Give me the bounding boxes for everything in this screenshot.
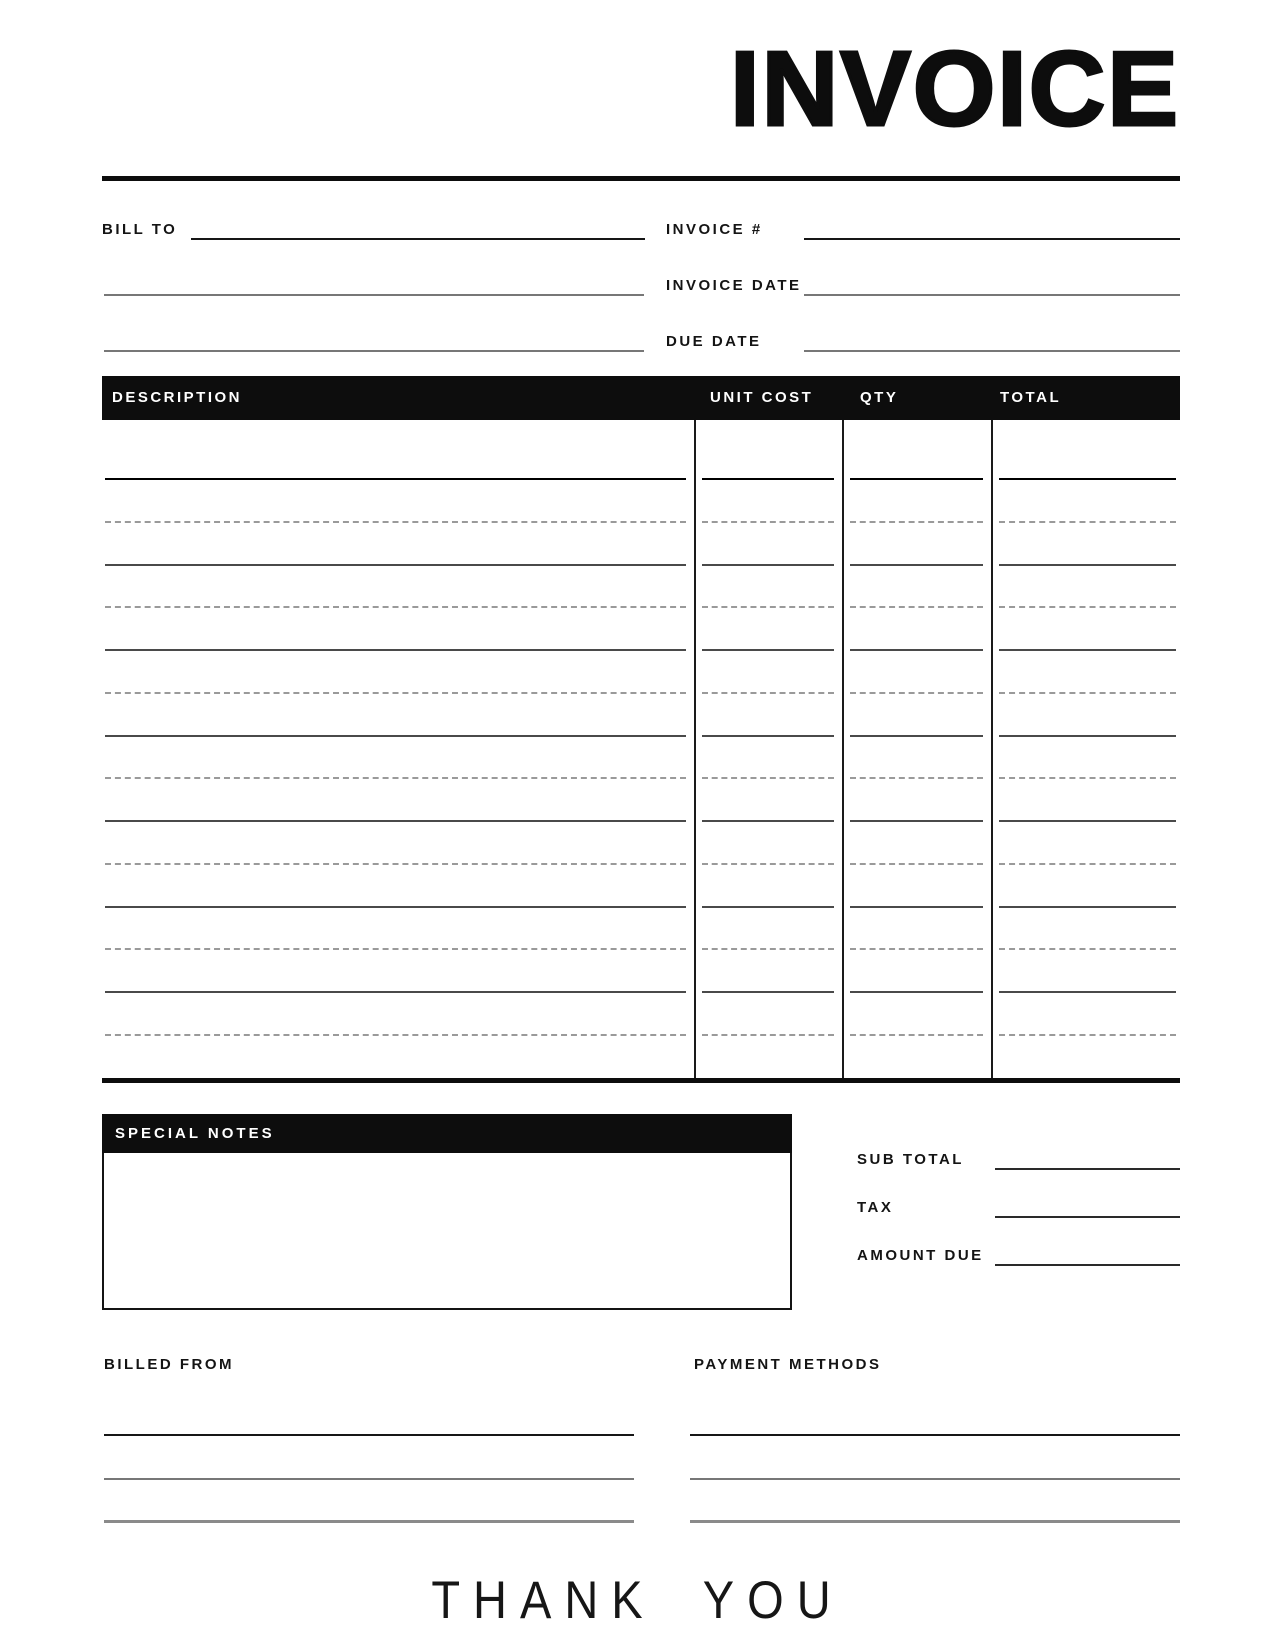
table-cell-unit-cost[interactable] [702, 478, 834, 480]
table-cell-qty[interactable] [850, 1034, 983, 1036]
special-notes-header [102, 1114, 792, 1153]
special-notes-label: SPECIAL NOTES [115, 1125, 275, 1142]
due-date-row [666, 322, 1180, 352]
table-cell-description[interactable] [105, 777, 686, 779]
table-cell-description[interactable] [105, 606, 686, 608]
table-cell-qty[interactable] [850, 478, 983, 480]
table-cell-total[interactable] [999, 735, 1176, 737]
payment-methods-field-line-3[interactable] [690, 1520, 1180, 1523]
page-title: INVOICE [730, 30, 1180, 148]
table-cell-unit-cost[interactable] [702, 863, 834, 865]
table-cell-qty[interactable] [850, 521, 983, 523]
table-cell-unit-cost[interactable] [702, 735, 834, 737]
amount-due-label: AMOUNT DUE [857, 1247, 984, 1264]
table-cell-qty[interactable] [850, 991, 983, 993]
column-divider-3 [991, 420, 993, 1078]
amount-due-field-line[interactable] [995, 1238, 1180, 1266]
table-cell-total[interactable] [999, 906, 1176, 908]
table-cell-unit-cost[interactable] [702, 777, 834, 779]
column-header-total: TOTAL [1000, 389, 1062, 406]
due-date-field-line[interactable] [804, 320, 1180, 352]
table-body [102, 420, 1180, 1078]
invoice-number-label: INVOICE # [666, 221, 763, 238]
table-cell-total[interactable] [999, 777, 1176, 779]
table-cell-description[interactable] [105, 906, 686, 908]
payment-methods-field-line-1[interactable] [690, 1434, 1180, 1436]
table-cell-total[interactable] [999, 991, 1176, 993]
table-cell-qty[interactable] [850, 906, 983, 908]
subtotal-field-line[interactable] [995, 1142, 1180, 1170]
table-cell-unit-cost[interactable] [702, 521, 834, 523]
table-cell-unit-cost[interactable] [702, 692, 834, 694]
thank-you-text: THANK YOU [431, 1569, 844, 1630]
subtotal-label: SUB TOTAL [857, 1151, 964, 1168]
table-cell-unit-cost[interactable] [702, 948, 834, 950]
invoice-number-field-line[interactable] [804, 208, 1180, 240]
tax-field-line[interactable] [995, 1190, 1180, 1218]
table-cell-description[interactable] [105, 521, 686, 523]
table-cell-qty[interactable] [850, 948, 983, 950]
tax-row [857, 1192, 1180, 1218]
column-divider-2 [842, 420, 844, 1078]
table-cell-total[interactable] [999, 521, 1176, 523]
payment-methods-field-line-2[interactable] [690, 1478, 1180, 1480]
bill-to-row-3 [104, 322, 644, 352]
table-cell-description[interactable] [105, 649, 686, 651]
table-cell-unit-cost[interactable] [702, 1034, 834, 1036]
table-cell-description[interactable] [105, 735, 686, 737]
table-cell-unit-cost[interactable] [702, 606, 834, 608]
column-divider-1 [694, 420, 696, 1078]
table-cell-total[interactable] [999, 692, 1176, 694]
table-cell-total[interactable] [999, 649, 1176, 651]
table-cell-unit-cost[interactable] [702, 906, 834, 908]
invoice-date-row [666, 266, 1180, 296]
bill-to-row [102, 210, 645, 240]
table-cell-total[interactable] [999, 820, 1176, 822]
table-cell-total[interactable] [999, 1034, 1176, 1036]
billed-from-label: BILLED FROM [104, 1356, 234, 1373]
table-cell-qty[interactable] [850, 863, 983, 865]
bill-to-field-line-3[interactable] [104, 320, 644, 352]
table-cell-description[interactable] [105, 692, 686, 694]
table-header [102, 376, 1180, 420]
table-cell-qty[interactable] [850, 735, 983, 737]
billed-from-field-line-1[interactable] [104, 1434, 634, 1436]
table-cell-unit-cost[interactable] [702, 649, 834, 651]
header-rule [102, 176, 1180, 181]
table-cell-description[interactable] [105, 820, 686, 822]
payment-methods-label: PAYMENT METHODS [694, 1356, 882, 1373]
table-cell-qty[interactable] [850, 692, 983, 694]
table-cell-qty[interactable] [850, 820, 983, 822]
bill-to-field-line-2[interactable] [104, 264, 644, 296]
column-header-qty: QTY [860, 389, 899, 406]
column-header-unit-cost: UNIT COST [710, 389, 814, 406]
table-cell-description[interactable] [105, 478, 686, 480]
table-cell-unit-cost[interactable] [702, 564, 834, 566]
table-cell-unit-cost[interactable] [702, 991, 834, 993]
tax-label: TAX [857, 1199, 894, 1216]
invoice-date-field-line[interactable] [804, 264, 1180, 296]
billed-from-field-line-2[interactable] [104, 1478, 634, 1480]
bill-to-label: BILL TO [102, 221, 178, 238]
subtotal-row [857, 1144, 1180, 1170]
table-cell-qty[interactable] [850, 606, 983, 608]
table-cell-unit-cost[interactable] [702, 820, 834, 822]
column-header-description: DESCRIPTION [112, 389, 243, 406]
table-cell-description[interactable] [105, 991, 686, 993]
table-cell-description[interactable] [105, 564, 686, 566]
table-cell-total[interactable] [999, 606, 1176, 608]
bill-to-field-line-1[interactable] [191, 208, 645, 240]
table-cell-total[interactable] [999, 948, 1176, 950]
table-cell-description[interactable] [105, 1034, 686, 1036]
amount-due-row [857, 1240, 1180, 1266]
table-cell-qty[interactable] [850, 649, 983, 651]
table-cell-total[interactable] [999, 478, 1176, 480]
special-notes-field[interactable] [102, 1153, 792, 1310]
invoice-number-row [666, 210, 1180, 240]
due-date-label: DUE DATE [666, 333, 762, 350]
table-cell-total[interactable] [999, 564, 1176, 566]
table-cell-qty[interactable] [850, 564, 983, 566]
table-cell-description[interactable] [105, 948, 686, 950]
table-cell-description[interactable] [105, 863, 686, 865]
table-cell-qty[interactable] [850, 777, 983, 779]
table-cell-total[interactable] [999, 863, 1176, 865]
billed-from-field-line-3[interactable] [104, 1520, 634, 1523]
bill-to-row-2 [104, 266, 644, 296]
table-bottom-rule [102, 1078, 1180, 1083]
invoice-date-label: INVOICE DATE [666, 277, 802, 294]
